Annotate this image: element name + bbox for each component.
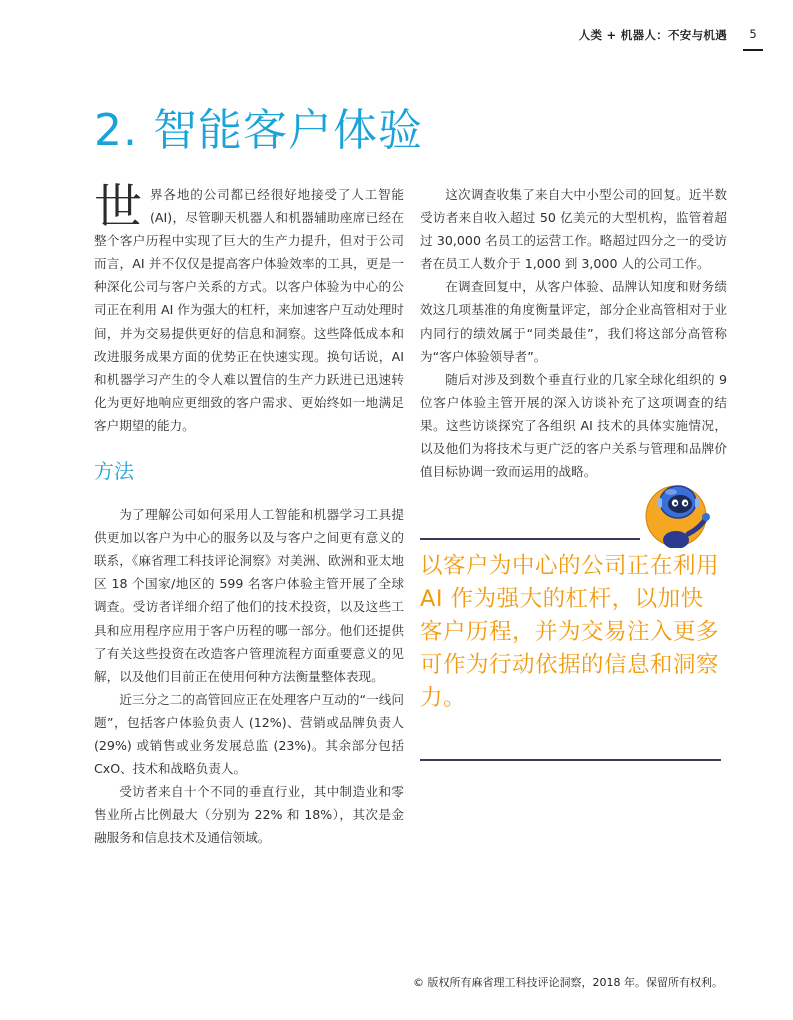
page-number: 5 xyxy=(749,27,757,41)
methods-paragraph-2: 近三分之二的高管回应正在处理客户互动的“一线问题”，包括客户体验负责人 (12%)、营销或品牌负责人 (29%) 或销售或业务发展总监 (23%)。其余部分包括 CxO、技术和战略负责人。 xyxy=(94,691,404,777)
intro-text: 界各地的公司都已经很好地接受了人工智能(AI)，尽管聊天机器人和机器辅助座席已经在整个客户历程中实现了巨大的生产力提升，但对于公司而言，AI 并不仅仅是提高客户体验效率的工具，更是一种深化公司与客户关系的方式。以客户体验为中心的公司正在利用 AI 作为强大的杠杆，来加速客户互动处理时间，并为交易提供更好的信息和洞察。这些降低成本和改进服务成果方面的优势正在快速实现。换句话说，AI 和机器学习产生的令人难以置信的生产力跃进已迅速转化为更好地响应更细致的客户需求、更始终如一地满足客户期望的能力。 xyxy=(94,187,404,433)
header-rule xyxy=(743,49,763,51)
pull-quote-top-rule xyxy=(420,538,640,540)
methods-heading: 方法 xyxy=(94,459,134,484)
right-paragraph-2: 在调查回复中，从客户体验、品牌认知度和财务绩效这几项基准的角度衡量评定，部分企业高管相对于业内同行的绩效属于“同类最佳”，我们将这部分高管称为“客户体验领导者”。 xyxy=(420,279,727,364)
pull-quote: 以客户为中心的公司正在利用 AI 作为强大的杠杆，以加快客户历程，并为交易注入更多可作为行动依据的信息和洞察力。 xyxy=(420,553,720,711)
robot-illustration-icon xyxy=(640,478,720,548)
right-paragraph-3: 随后对涉及到数个垂直行业的几家全球化组织的 9 位客户体验主管开展的深入访谈补充了这项调查的结果。这些访谈探究了各组织 AI 技术的具体实施情况，以及他们为将技术与更广泛的客户关系与管理和品牌价值目标协调一致而运用的战略。 xyxy=(420,371,727,480)
running-header-title: 人类 + 机器人：不安与机遇 xyxy=(578,28,727,42)
left-column xyxy=(94,179,404,849)
dropcap: 世 xyxy=(94,179,143,235)
section-title: 2. 智能客户体验 xyxy=(94,105,423,156)
copyright-footer: © 版权所有麻省理工科技评论洞察，2018 年。保留所有权利。 xyxy=(413,976,723,989)
right-paragraph-1: 这次调查收集了来自大中小型公司的回复。近半数受访者来自收入超过 50 亿美元的大型机构，监管着超过 30,000 名员工的运营工作。略超过四分之一的受访者在员工人数介于 1,000 到 3,000 人的公司工作。 xyxy=(420,187,727,272)
methods-paragraph-1: 为了理解公司如何采用人工智能和机器学习工具提供更加以客户为中心的服务以及与客户之间更有意义的联系，《麻省理工科技评论洞察》对美洲、欧洲和亚太地区 18 个国家/地区的 599 名客户体验主管开展了全球调查。受访者详细介绍了他们的技术投资，以及这些工具和应用程序应用于客户历程的哪一部分。他们还提供了有关这些投资在改造客户管理流程方面重要意义的见解，以及他们目前正在使用何种方法衡量整体表现。 xyxy=(94,507,404,684)
right-column xyxy=(420,183,727,483)
methods-paragraph-3: 受访者来自十个不同的垂直行业，其中制造业和零售业所占比例最大（分别为 22% 和 18%），其次是金融服务和信息技术及通信领域。 xyxy=(94,784,404,846)
pull-quote-bottom-rule xyxy=(420,759,721,761)
intro-paragraph xyxy=(94,179,404,437)
